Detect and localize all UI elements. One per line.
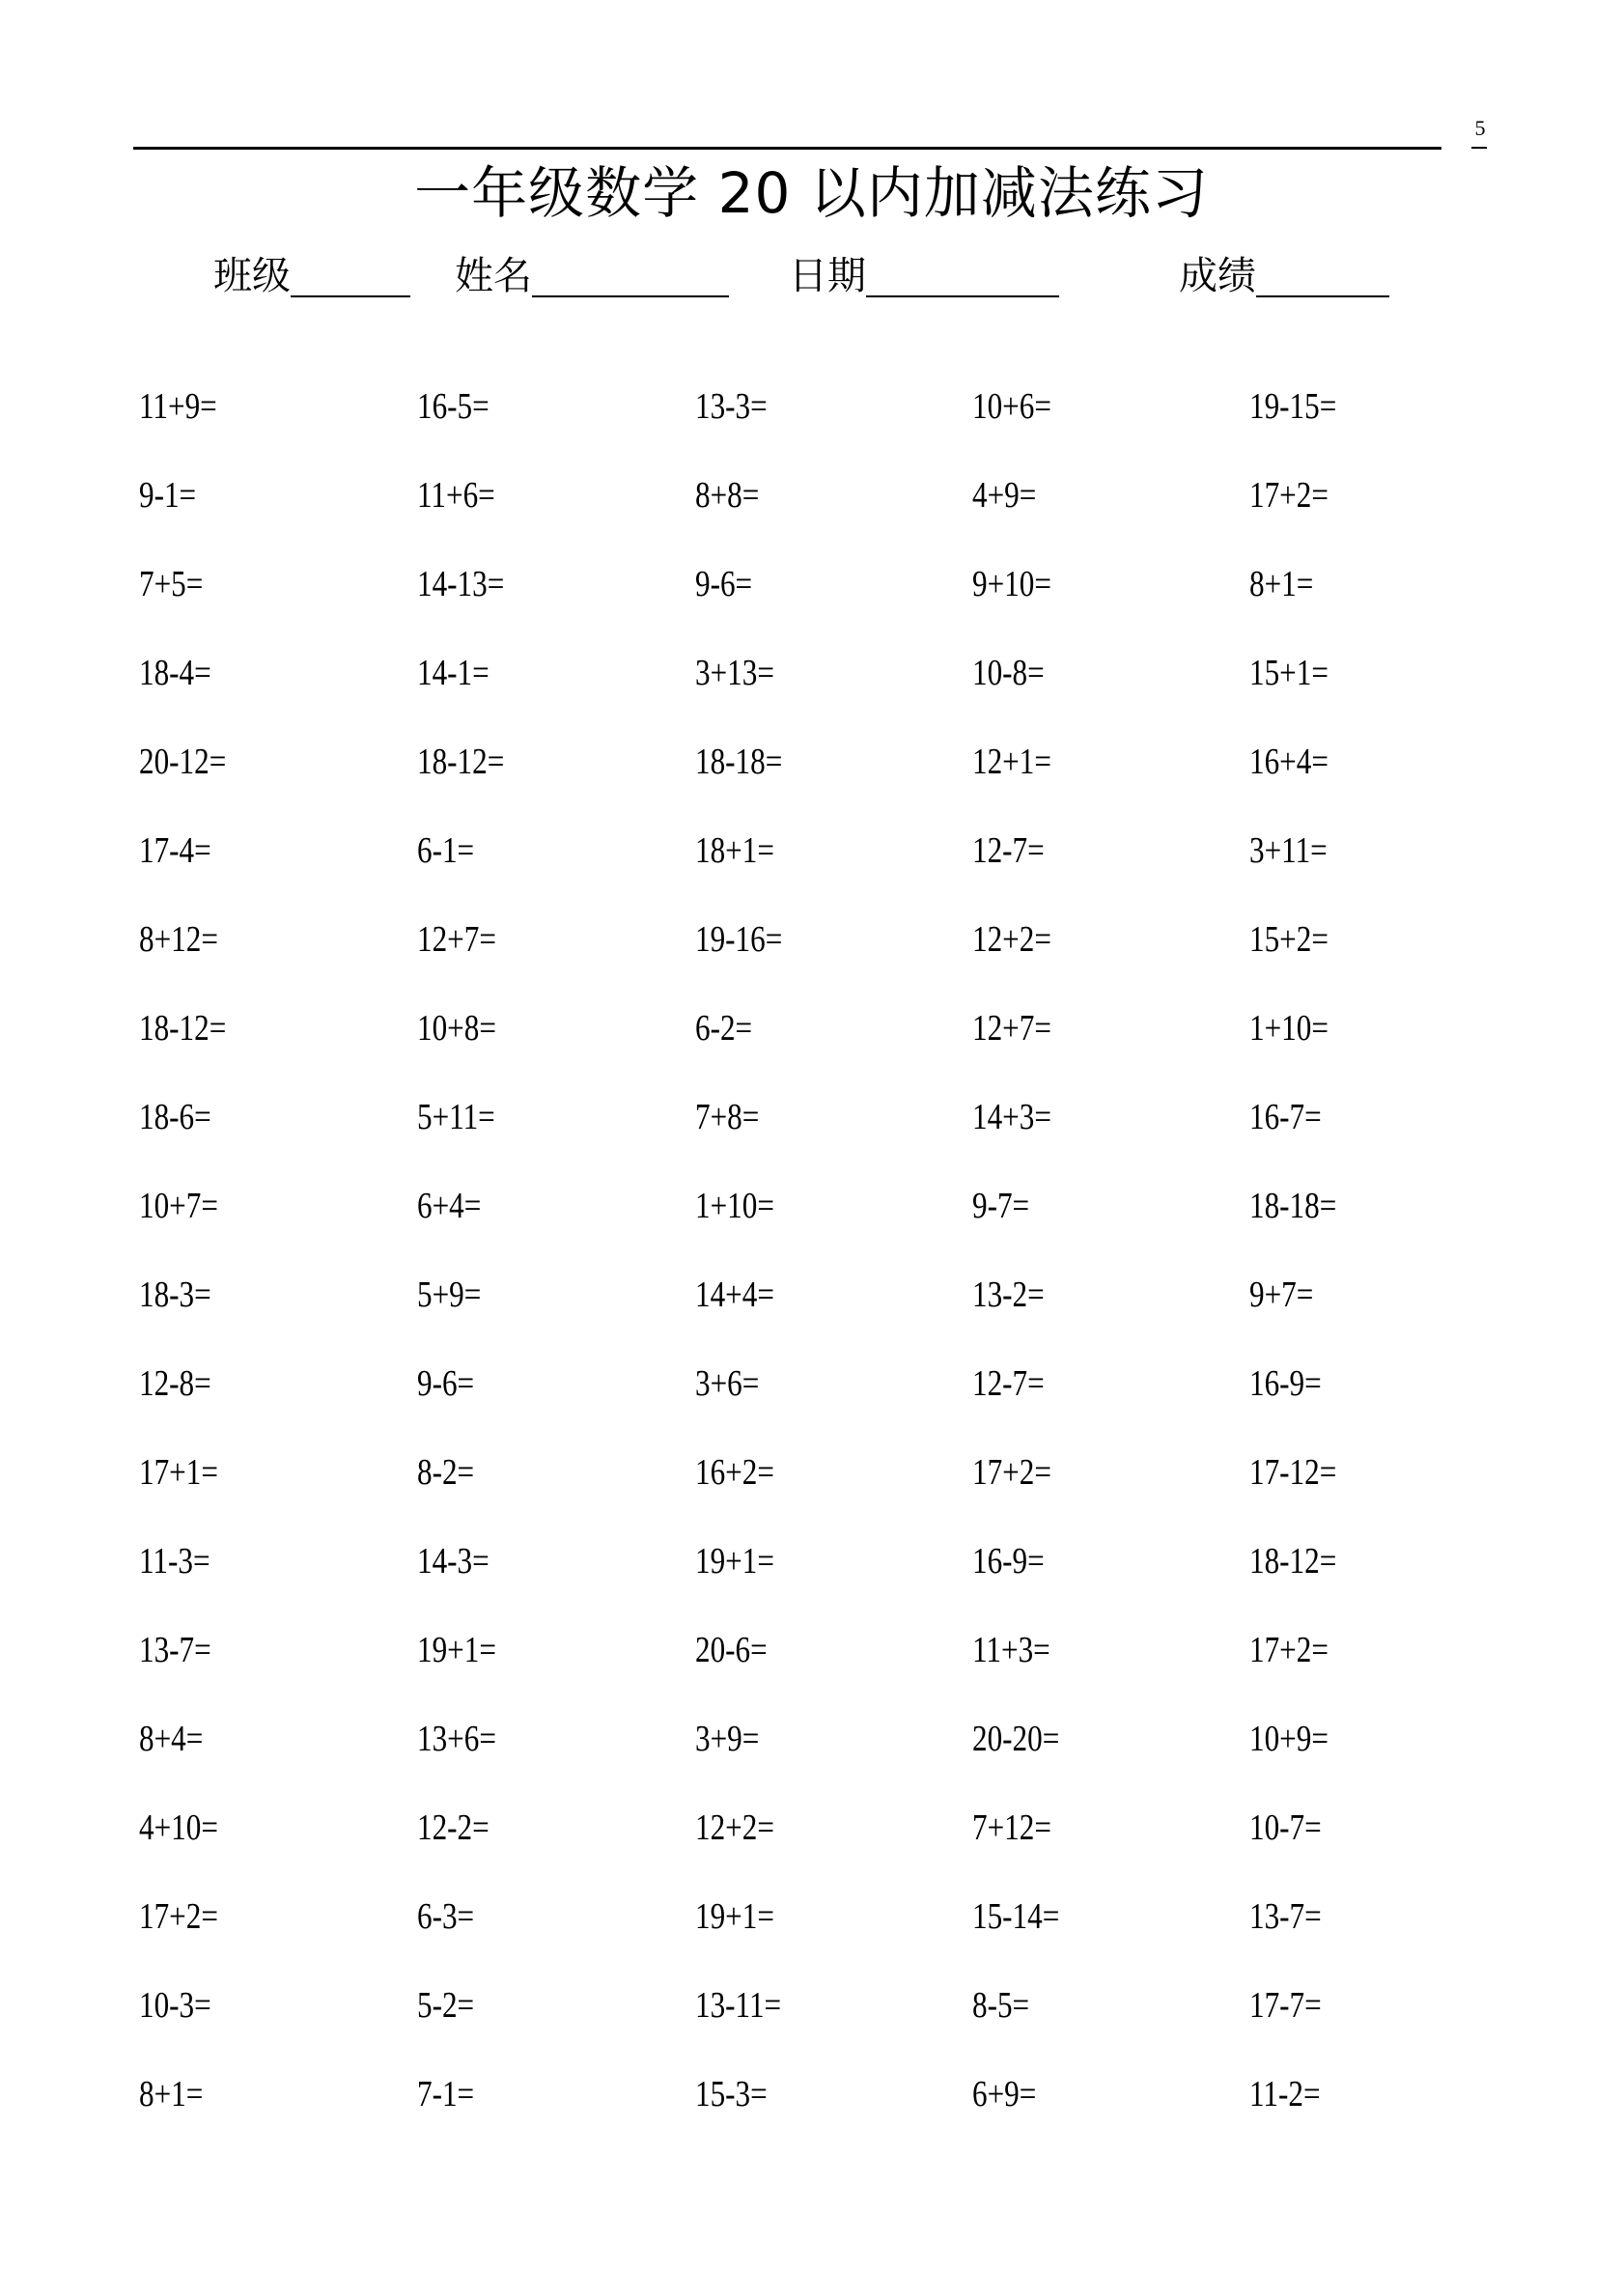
field-name-blank[interactable] xyxy=(532,249,729,297)
problem-item: 15-14= xyxy=(972,1896,1060,1937)
problem-item: 18-12= xyxy=(417,742,505,782)
problem-item: 11+9= xyxy=(139,386,217,427)
problem-item: 20-12= xyxy=(139,742,227,782)
problem-item: 14-13= xyxy=(417,564,505,604)
problem-item: 17-4= xyxy=(139,830,211,871)
problem-item: 8+4= xyxy=(139,1719,204,1759)
problem-item: 12+7= xyxy=(417,919,496,960)
header-rule xyxy=(133,147,1441,150)
problem-item: 17-7= xyxy=(1249,1985,1322,2026)
field-date-blank[interactable] xyxy=(866,249,1059,297)
problem-item: 8+12= xyxy=(139,919,218,960)
problem-item: 10-3= xyxy=(139,1985,211,2026)
problem-item: 1+10= xyxy=(1249,1008,1329,1049)
problem-item: 8+8= xyxy=(695,475,760,516)
problem-item: 14-3= xyxy=(417,1541,490,1582)
problem-item: 8-5= xyxy=(972,1985,1030,2026)
problem-item: 17+2= xyxy=(1249,1630,1329,1670)
problem-item: 7+5= xyxy=(139,564,204,604)
problem-item: 12+7= xyxy=(972,1008,1051,1049)
problem-item: 12-7= xyxy=(972,1363,1045,1404)
problem-item: 10+6= xyxy=(972,386,1051,427)
problem-item: 14+3= xyxy=(972,1097,1051,1137)
problem-item: 7+12= xyxy=(972,1807,1051,1848)
problem-item: 12+2= xyxy=(695,1807,774,1848)
problem-item: 3+6= xyxy=(695,1363,760,1404)
problem-item: 15-3= xyxy=(695,2074,768,2114)
problem-item: 17+2= xyxy=(139,1896,218,1937)
problem-item: 8+1= xyxy=(1249,564,1314,604)
field-class-blank[interactable] xyxy=(291,249,410,297)
problem-item: 10-7= xyxy=(1249,1807,1322,1848)
field-name-label: 姓名 xyxy=(455,254,532,298)
problem-item: 16-9= xyxy=(1249,1363,1322,1404)
problem-item: 13-7= xyxy=(1249,1896,1322,1937)
problem-item: 6-1= xyxy=(417,830,475,871)
field-score-label: 成绩 xyxy=(1179,254,1256,298)
problem-item: 17+1= xyxy=(139,1452,218,1493)
problem-item: 12-2= xyxy=(417,1807,490,1848)
problem-item: 16-7= xyxy=(1249,1097,1322,1137)
field-score[interactable] xyxy=(1179,249,1389,303)
field-class-label: 班级 xyxy=(213,254,291,298)
problem-item: 7-1= xyxy=(417,2074,475,2114)
problem-item: 17+2= xyxy=(972,1452,1051,1493)
field-date-label: 日期 xyxy=(789,254,866,298)
problem-item: 10-8= xyxy=(972,653,1045,693)
field-score-blank[interactable] xyxy=(1256,249,1389,297)
problem-item: 3+13= xyxy=(695,653,774,693)
page-title: 一年级数学 20 以内加减法练习 xyxy=(414,160,1209,226)
problem-item: 10+9= xyxy=(1249,1719,1329,1759)
problem-item: 10+7= xyxy=(139,1186,218,1226)
problem-item: 18-18= xyxy=(695,742,783,782)
problem-item: 18-12= xyxy=(139,1008,227,1049)
field-name[interactable] xyxy=(455,249,729,303)
problem-item: 18+1= xyxy=(695,830,774,871)
problem-item: 19+1= xyxy=(695,1541,774,1582)
problem-item: 13-11= xyxy=(695,1985,782,2026)
problem-item: 20-6= xyxy=(695,1630,768,1670)
problem-item: 18-3= xyxy=(139,1274,211,1315)
field-class[interactable] xyxy=(213,249,410,303)
problem-item: 9+10= xyxy=(972,564,1051,604)
problem-item: 18-18= xyxy=(1249,1186,1337,1226)
problem-item: 6+4= xyxy=(417,1186,482,1226)
problem-item: 9-6= xyxy=(417,1363,475,1404)
problem-item: 7+8= xyxy=(695,1097,760,1137)
problem-item: 13-3= xyxy=(695,386,768,427)
problem-item: 13-2= xyxy=(972,1274,1045,1315)
problem-item: 16+2= xyxy=(695,1452,774,1493)
field-date[interactable] xyxy=(789,249,1059,303)
problem-item: 1+10= xyxy=(695,1186,774,1226)
problem-item: 20-20= xyxy=(972,1719,1060,1759)
problem-item: 5+9= xyxy=(417,1274,482,1315)
problem-item: 18-12= xyxy=(1249,1541,1337,1582)
problem-item: 10+8= xyxy=(417,1008,496,1049)
problem-item: 17+2= xyxy=(1249,475,1329,516)
problem-item: 8-2= xyxy=(417,1452,475,1493)
problem-item: 12+1= xyxy=(972,742,1051,782)
problem-item: 6-3= xyxy=(417,1896,475,1937)
problem-item: 11-3= xyxy=(139,1541,210,1582)
problem-item: 11+6= xyxy=(417,475,495,516)
problem-item: 19+1= xyxy=(417,1630,496,1670)
student-info-row xyxy=(0,249,1623,307)
problem-item: 16+4= xyxy=(1249,742,1329,782)
problem-item: 13-7= xyxy=(139,1630,211,1670)
problem-item: 17-12= xyxy=(1249,1452,1337,1493)
problem-item: 8+1= xyxy=(139,2074,204,2114)
page-number-underline xyxy=(1471,147,1487,149)
problem-item: 12+2= xyxy=(972,919,1051,960)
problem-item: 15+2= xyxy=(1249,919,1329,960)
problem-item: 9-6= xyxy=(695,564,753,604)
problem-item: 14+4= xyxy=(695,1274,774,1315)
problem-item: 5-2= xyxy=(417,1985,475,2026)
problem-item: 11+3= xyxy=(972,1630,1050,1670)
problem-item: 4+10= xyxy=(139,1807,218,1848)
problem-item: 5+11= xyxy=(417,1097,495,1137)
problem-item: 3+11= xyxy=(1249,830,1328,871)
problem-item: 6-2= xyxy=(695,1008,753,1049)
problem-item: 13+6= xyxy=(417,1719,496,1759)
problem-item: 6+9= xyxy=(972,2074,1037,2114)
page-number: 5 xyxy=(1474,116,1486,140)
problem-item: 9-7= xyxy=(972,1186,1030,1226)
problem-item: 12-7= xyxy=(972,830,1045,871)
problem-item: 14-1= xyxy=(417,653,490,693)
problem-item: 19+1= xyxy=(695,1896,774,1937)
problem-item: 4+9= xyxy=(972,475,1037,516)
problem-item: 19-15= xyxy=(1249,386,1337,427)
problem-item: 19-16= xyxy=(695,919,783,960)
problem-item: 18-4= xyxy=(139,653,211,693)
problem-item: 12-8= xyxy=(139,1363,211,1404)
problem-item: 9+7= xyxy=(1249,1274,1314,1315)
problem-item: 3+9= xyxy=(695,1719,760,1759)
problem-item: 9-1= xyxy=(139,475,197,516)
problem-item: 16-5= xyxy=(417,386,490,427)
problem-item: 16-9= xyxy=(972,1541,1045,1582)
problem-item: 15+1= xyxy=(1249,653,1329,693)
problem-item: 18-6= xyxy=(139,1097,211,1137)
problem-item: 11-2= xyxy=(1249,2074,1321,2114)
